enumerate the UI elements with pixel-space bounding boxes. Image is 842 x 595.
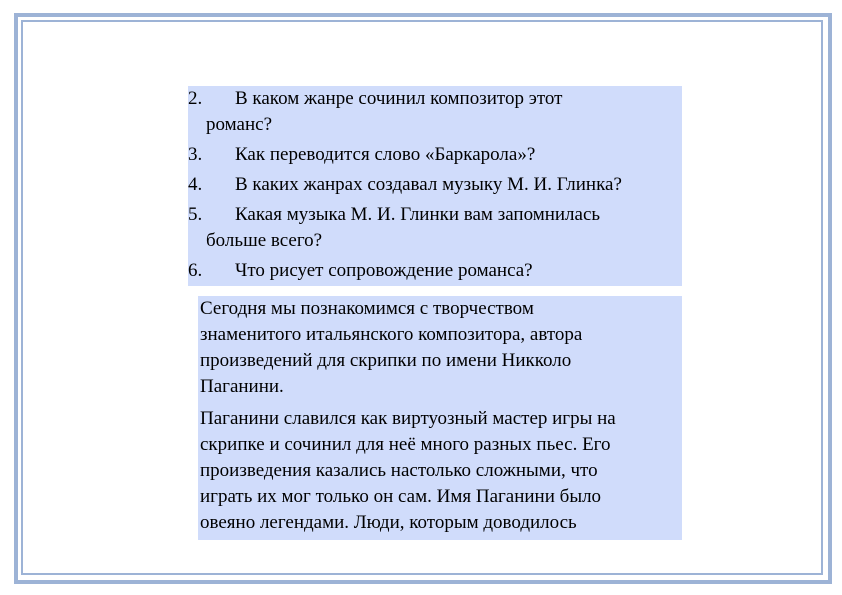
paragraph-line: Паганини. [200,376,284,397]
question-text: Какая музыка М. И. Глинки вам запомнилась [235,204,601,225]
paragraph-line: Сегодня мы познакомимся с творчеством [200,298,534,319]
question-number: 5. [188,204,203,225]
question-text-continued: больше всего? [206,230,323,251]
paragraph-line: произведения казались настолько сложными, что [200,460,598,481]
question-number: 4. [188,174,203,195]
question-list [188,86,682,286]
question-text: Что рисует сопровождение романса? [235,260,533,281]
question-item [188,142,682,168]
paragraph-line: Паганини славился как виртуозный мастер игры на [200,408,616,429]
question-item [188,172,682,198]
paragraph-intro [198,296,682,400]
question-number: 6. [188,260,203,281]
paragraph-line: скрипке и сочинил для неё много разных пьес. Его [200,434,611,455]
paragraph-line: овеяно легендами. Люди, которым доводилось [200,512,577,533]
question-text: Как переводится слово «Баркарола»? [235,144,536,165]
paragraph-line: произведений для скрипки по имени Никколо [200,350,572,371]
body-text [198,296,682,540]
question-number: 3. [188,144,203,165]
paragraph-line: знаменитого итальянского композитора, автора [200,324,583,345]
question-text: В каких жанрах создавал музыку М. И. Глинка? [235,174,622,195]
question-item [188,202,682,254]
question-text: В каком жанре сочинил композитор этот [235,88,563,109]
question-item [188,258,682,284]
paragraph-paganini [198,406,682,536]
question-item [188,86,682,138]
question-number: 2. [188,88,203,109]
question-text-continued: романс? [206,114,272,135]
paragraph-line: играть их мог только он сам. Имя Паганини было [200,486,602,507]
